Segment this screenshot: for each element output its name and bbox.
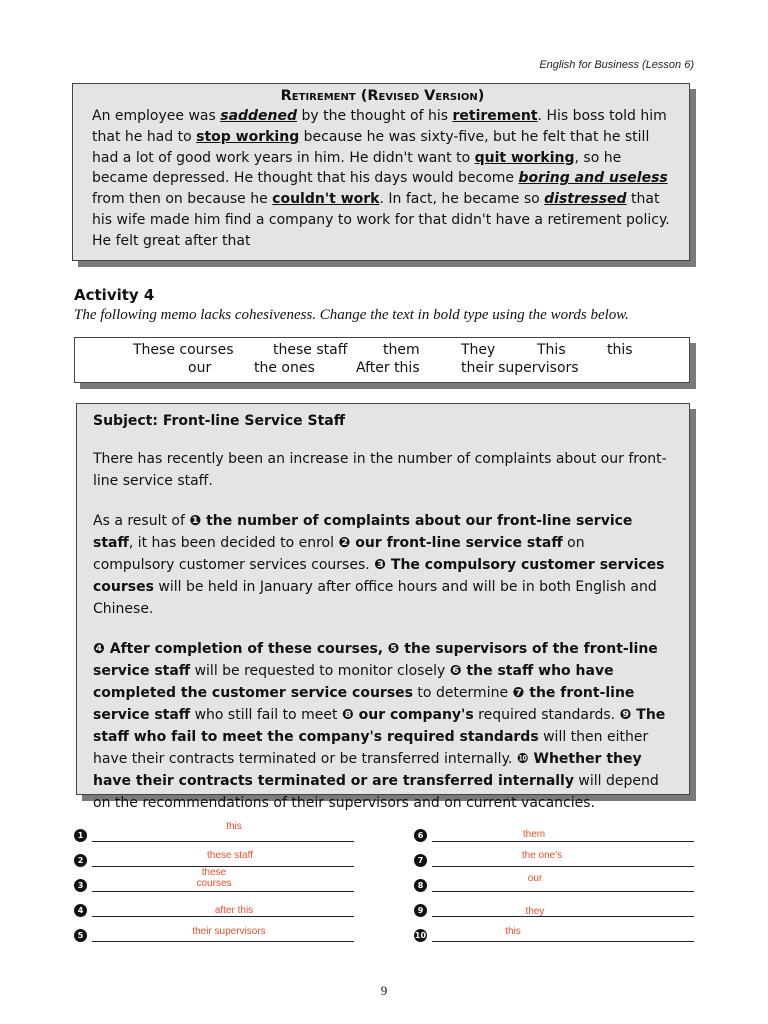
answer-text[interactable]: our	[527, 873, 543, 884]
text-run: that his wife made him find a company to work for that didn't have a retirement policy. He felt great after that	[92, 191, 670, 249]
memo-box	[76, 403, 690, 811]
answer-row-6	[414, 823, 694, 847]
answer-line	[92, 891, 354, 892]
answer-text[interactable]: these courses	[196, 867, 232, 889]
marker-5: ❺	[387, 641, 400, 657]
text-run: by the thought of his	[297, 108, 453, 124]
marker-2: ❷	[338, 535, 351, 551]
answer-text[interactable]: these staff	[207, 850, 253, 861]
keyword: quit working	[474, 149, 575, 166]
word-bank-item: They	[461, 342, 496, 358]
answer-row-7	[414, 848, 694, 872]
answer-line	[432, 916, 694, 917]
word-bank-item: This	[537, 342, 566, 358]
memo-paragraph-2	[93, 510, 669, 620]
keyword: couldn't work	[272, 191, 380, 208]
memo-paragraph-3	[93, 638, 669, 814]
word-bank-item: them	[383, 342, 420, 358]
marker-10: ❿	[516, 751, 529, 767]
keyword: stop working	[196, 128, 300, 145]
keyword: retirement	[452, 108, 538, 124]
text-run: As a result of	[93, 513, 190, 529]
text-run: who still fail to meet	[190, 707, 342, 723]
text-run: required standards.	[473, 707, 620, 723]
answer-text[interactable]: the one's	[521, 850, 563, 861]
answer-text[interactable]: they	[525, 906, 545, 917]
text-run: will depend on the recommendations of their supervisors and on current vacancies.	[93, 773, 659, 811]
page-number: 9	[380, 983, 388, 998]
word-bank-item: these staff	[273, 342, 348, 358]
retirement-text	[92, 106, 673, 252]
marker-6: ❻	[449, 663, 462, 679]
bold-phrase: the staff who have completed the customer service courses	[93, 663, 614, 701]
keyword: distressed	[544, 191, 627, 208]
answer-row-8	[414, 873, 694, 897]
number-bullet: 1	[74, 829, 87, 842]
answer-row-4	[74, 898, 354, 922]
word-bank-item: our	[188, 360, 212, 376]
word-bank-item: their supervisors	[461, 360, 579, 376]
text-run: because he was sixty-five, but he felt that he still had a lot of good work years in him. He didn't want to	[92, 128, 650, 166]
text-run: to determine	[412, 685, 513, 701]
activity-instruction: The following memo lacks cohesiveness. Change the text in bold type using the words below.	[74, 307, 629, 323]
answer-row-9	[414, 898, 694, 922]
memo-paragraph-1: There has recently been an increase in the number of complaints about our front-line service staff.	[93, 451, 667, 489]
answer-text[interactable]: their supervisors	[192, 926, 266, 937]
marker-3: ❸	[374, 557, 387, 573]
answer-line	[432, 891, 694, 892]
bold-phrase: Whether they have their contracts terminated or are transferred internally	[93, 751, 642, 789]
number-bullet: 4	[74, 904, 87, 917]
word-bank	[74, 337, 690, 383]
number-bullet: 10	[414, 931, 427, 940]
text-run: An employee was	[92, 108, 221, 124]
text-run: will be held in January after office hours and will be in both English and Chinese.	[93, 579, 657, 617]
bold-phrase: the number of complaints about our front-line service staff	[93, 513, 633, 551]
answer-text[interactable]: this	[505, 926, 521, 937]
bold-phrase: our company's	[353, 707, 474, 723]
retirement-title: Retirement (Revised Version)	[280, 88, 485, 104]
number-bullet: 7	[414, 854, 427, 867]
answer-text[interactable]: this	[226, 821, 242, 832]
text-run: . His boss told him that he had to	[92, 108, 667, 145]
number-bullet: 8	[414, 879, 427, 892]
answer-line	[92, 841, 354, 842]
activity-title: Activity 4	[74, 286, 155, 304]
number-bullet: 5	[74, 929, 87, 942]
marker-4: ❹	[93, 641, 105, 657]
number-bullet: 2	[74, 854, 87, 867]
answer-line	[432, 841, 694, 842]
text-run: on compulsory customer services courses.	[93, 535, 585, 573]
bold-phrase: The compulsory customer services courses	[93, 557, 665, 595]
answer-row-3	[74, 867, 354, 897]
retirement-box	[72, 83, 690, 261]
marker-8: ❽	[341, 707, 354, 723]
page-header: English for Business (Lesson 6)	[539, 59, 694, 71]
answer-line	[92, 916, 354, 917]
answer-text[interactable]: them	[522, 829, 546, 840]
text-run: from then on because he	[92, 191, 273, 208]
number-bullet: 3	[74, 879, 87, 892]
answer-text[interactable]: after this	[214, 905, 254, 916]
answer-row-5	[74, 923, 354, 947]
bold-phrase: The staff who fail to meet the company's required standards	[93, 707, 666, 745]
word-bank-item: the ones	[254, 360, 315, 376]
text-run: , so he became depressed. He thought that his days would become	[92, 149, 622, 187]
bold-phrase: After completion of these courses,	[104, 641, 384, 657]
text-run: . In fact, he became so	[379, 191, 545, 208]
word-bank-item: this	[607, 342, 633, 358]
answer-row-1	[74, 823, 354, 847]
bold-phrase: our front-line service staff	[350, 535, 563, 551]
answer-row-10	[414, 923, 694, 947]
marker-9: ❾	[619, 707, 632, 723]
word-bank-item: After this	[356, 360, 420, 376]
memo-subject: Subject: Front-line Service Staff	[93, 413, 346, 429]
bold-phrase: the supervisors of the front-line service staff	[93, 641, 658, 679]
text-run: will then either have their contracts terminated or be transferred internally.	[93, 729, 649, 767]
marker-7: ❼	[512, 685, 525, 701]
bold-phrase: the front-line service staff	[93, 685, 635, 723]
word-bank-item: These courses	[133, 342, 234, 358]
marker-1: ❶	[189, 513, 202, 529]
text-run: , it has been decided to enrol	[128, 535, 339, 551]
answer-line	[92, 941, 354, 942]
keyword: boring and useless	[518, 170, 668, 187]
answer-line	[432, 941, 694, 942]
keyword: saddened	[220, 108, 298, 124]
number-bullet: 9	[414, 904, 427, 917]
answer-line	[432, 866, 694, 867]
number-bullet: 6	[414, 829, 427, 842]
text-run: will be requested to monitor closely	[190, 663, 450, 679]
